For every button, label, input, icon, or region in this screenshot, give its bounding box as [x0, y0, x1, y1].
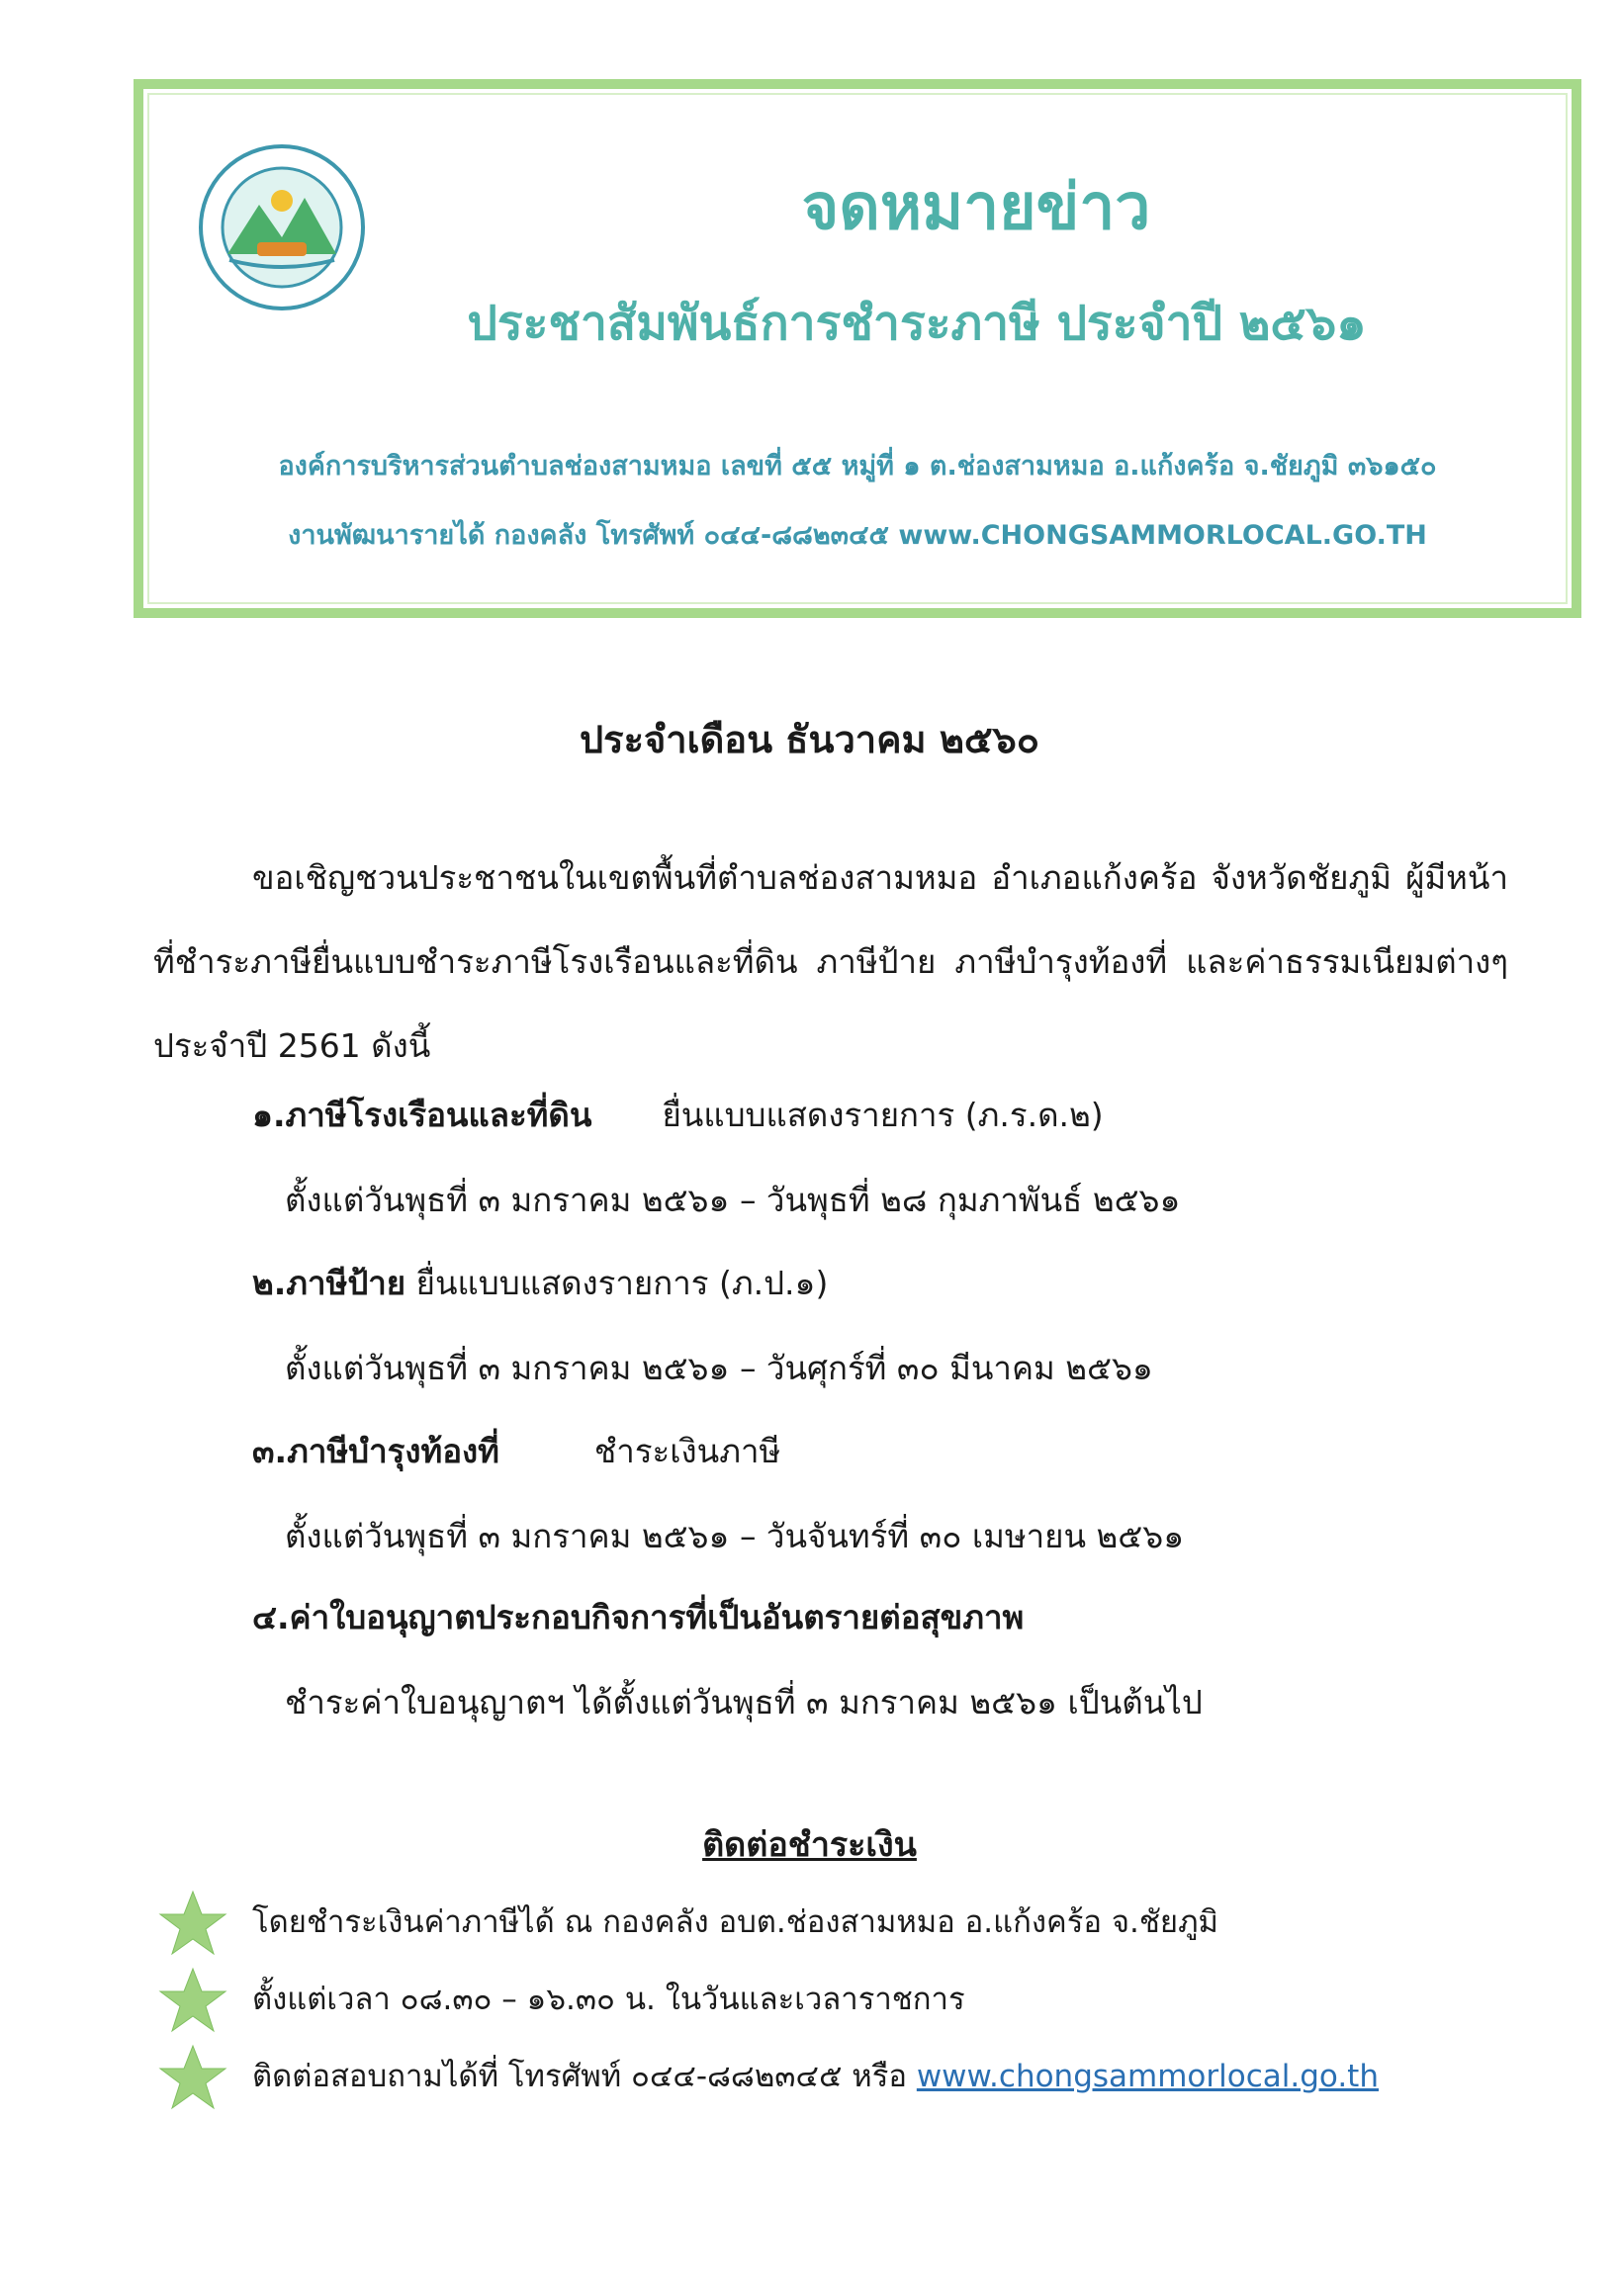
star-icon	[158, 1889, 227, 1958]
item-3	[252, 1424, 780, 1479]
intro-paragraph	[153, 836, 1508, 1088]
item-2-title: ๒.ภาษีป้าย	[252, 1264, 406, 1302]
item-1	[252, 1088, 1104, 1143]
item-1-detail: ยื่นแบบแสดงรายการ (ภ.ร.ด.๒)	[662, 1096, 1104, 1134]
item-2-detail: ยื่นแบบแสดงรายการ (ภ.ป.๑)	[415, 1264, 829, 1302]
website-link[interactable]: www.chongsammorlocal.go.th	[916, 2059, 1379, 2094]
contact-line-2-text: ตั้งแต่เวลา ๐๘.๓๐ – ๑๖.๓๐ น. ในวันและเวลาราชการ	[252, 1982, 965, 2017]
contact-heading: ติดต่อชำระเงิน	[702, 1825, 917, 1865]
contact-line-3	[158, 2043, 1563, 2112]
contact-line-1	[158, 1889, 1563, 1958]
intro-text: ขอเชิญชวนประชาชนในเขตพื้นที่ตำบลช่องสามหมอ อำเภอแก้งคร้อ จังหวัดชัยภูมิ ผู้มีหน้าที่ชำระภาษียื่นแบบชำระภาษีโรงเรือนและที่ดิน ภาษีป้าย ภาษีบำรุงท้องที่ และค่าธรรมเนียมต่างๆ ประจำปี 2561 ดังนี้	[153, 858, 1508, 1065]
newsletter-subtitle: ประชาสัมพันธ์การชำระภาษี ประจำปี ๒๕๖๑	[467, 296, 1367, 351]
phone-text: ติดต่อสอบถามได้ที่ โทรศัพท์ ๐๔๔-๘๘๒๓๔๕ หรือ	[252, 2059, 907, 2094]
contact-line-3-text	[252, 2051, 1379, 2102]
item-3-period: ตั้งแต่วันพุธที่ ๓ มกราคม ๒๕๖๑ – วันจันทร์ที่ ๓๐ เมษายน ๒๕๖๑	[285, 1517, 1185, 1555]
item-4-period: ชำระค่าใบอนุญาตฯ ได้ตั้งแต่วันพุธที่ ๓ มกราคม ๒๕๖๑ เป็นต้นไป	[285, 1683, 1203, 1722]
header-box	[134, 79, 1581, 618]
item-3-detail: ชำระเงินภาษี	[593, 1432, 781, 1470]
contact-line-1-text: โดยชำระเงินค่าภาษีได้ ณ กองคลัง อบต.ช่องสามหมอ อ.แก้งคร้อ จ.ชัยภูมิ	[252, 1904, 1218, 1940]
item-4	[252, 1590, 1024, 1645]
month-heading: ประจำเดือน ธันวาคม ๒๕๖๐	[580, 718, 1039, 761]
star-icon	[158, 1966, 227, 2035]
organization-seal-icon	[198, 143, 366, 311]
item-1-period: ตั้งแต่วันพุธที่ ๓ มกราคม ๒๕๖๑ – วันพุธที่ ๒๘ กุมภาพันธ์ ๒๕๖๑	[285, 1181, 1181, 1219]
newsletter-title: จดหมายข่าว	[801, 171, 1151, 244]
item-4-title: ๔.ค่าใบอนุญาตประกอบกิจการที่เป็นอันตรายต่อสุขภาพ	[252, 1598, 1025, 1636]
item-1-title: ๑.ภาษีโรงเรือนและที่ดิน	[252, 1096, 592, 1134]
item-3-title: ๓.ภาษีบำรุงท้องที่	[252, 1432, 499, 1470]
address-line-1: องค์การบริหารส่วนตำบลช่องสามหมอ เลขที่ ๕๕ หมู่ที่ ๑ ต.ช่องสามหมอ อ.แก้งคร้อ จ.ชัยภูมิ ๓๖๑๕๐	[278, 451, 1437, 482]
item-2	[252, 1256, 828, 1311]
item-2-period: ตั้งแต่วันพุธที่ ๓ มกราคม ๒๕๖๑ – วันศุกร์ที่ ๓๐ มีนาคม ๒๕๖๑	[285, 1349, 1153, 1387]
contact-line-2	[158, 1966, 1563, 2035]
star-icon	[158, 2043, 227, 2112]
address-line-2: งานพัฒนารายได้ กองคลัง โทรศัพท์ ๐๔๔-๘๘๒๓๔๕ www.CHONGSAMMORLOCAL.GO.TH	[288, 520, 1427, 551]
